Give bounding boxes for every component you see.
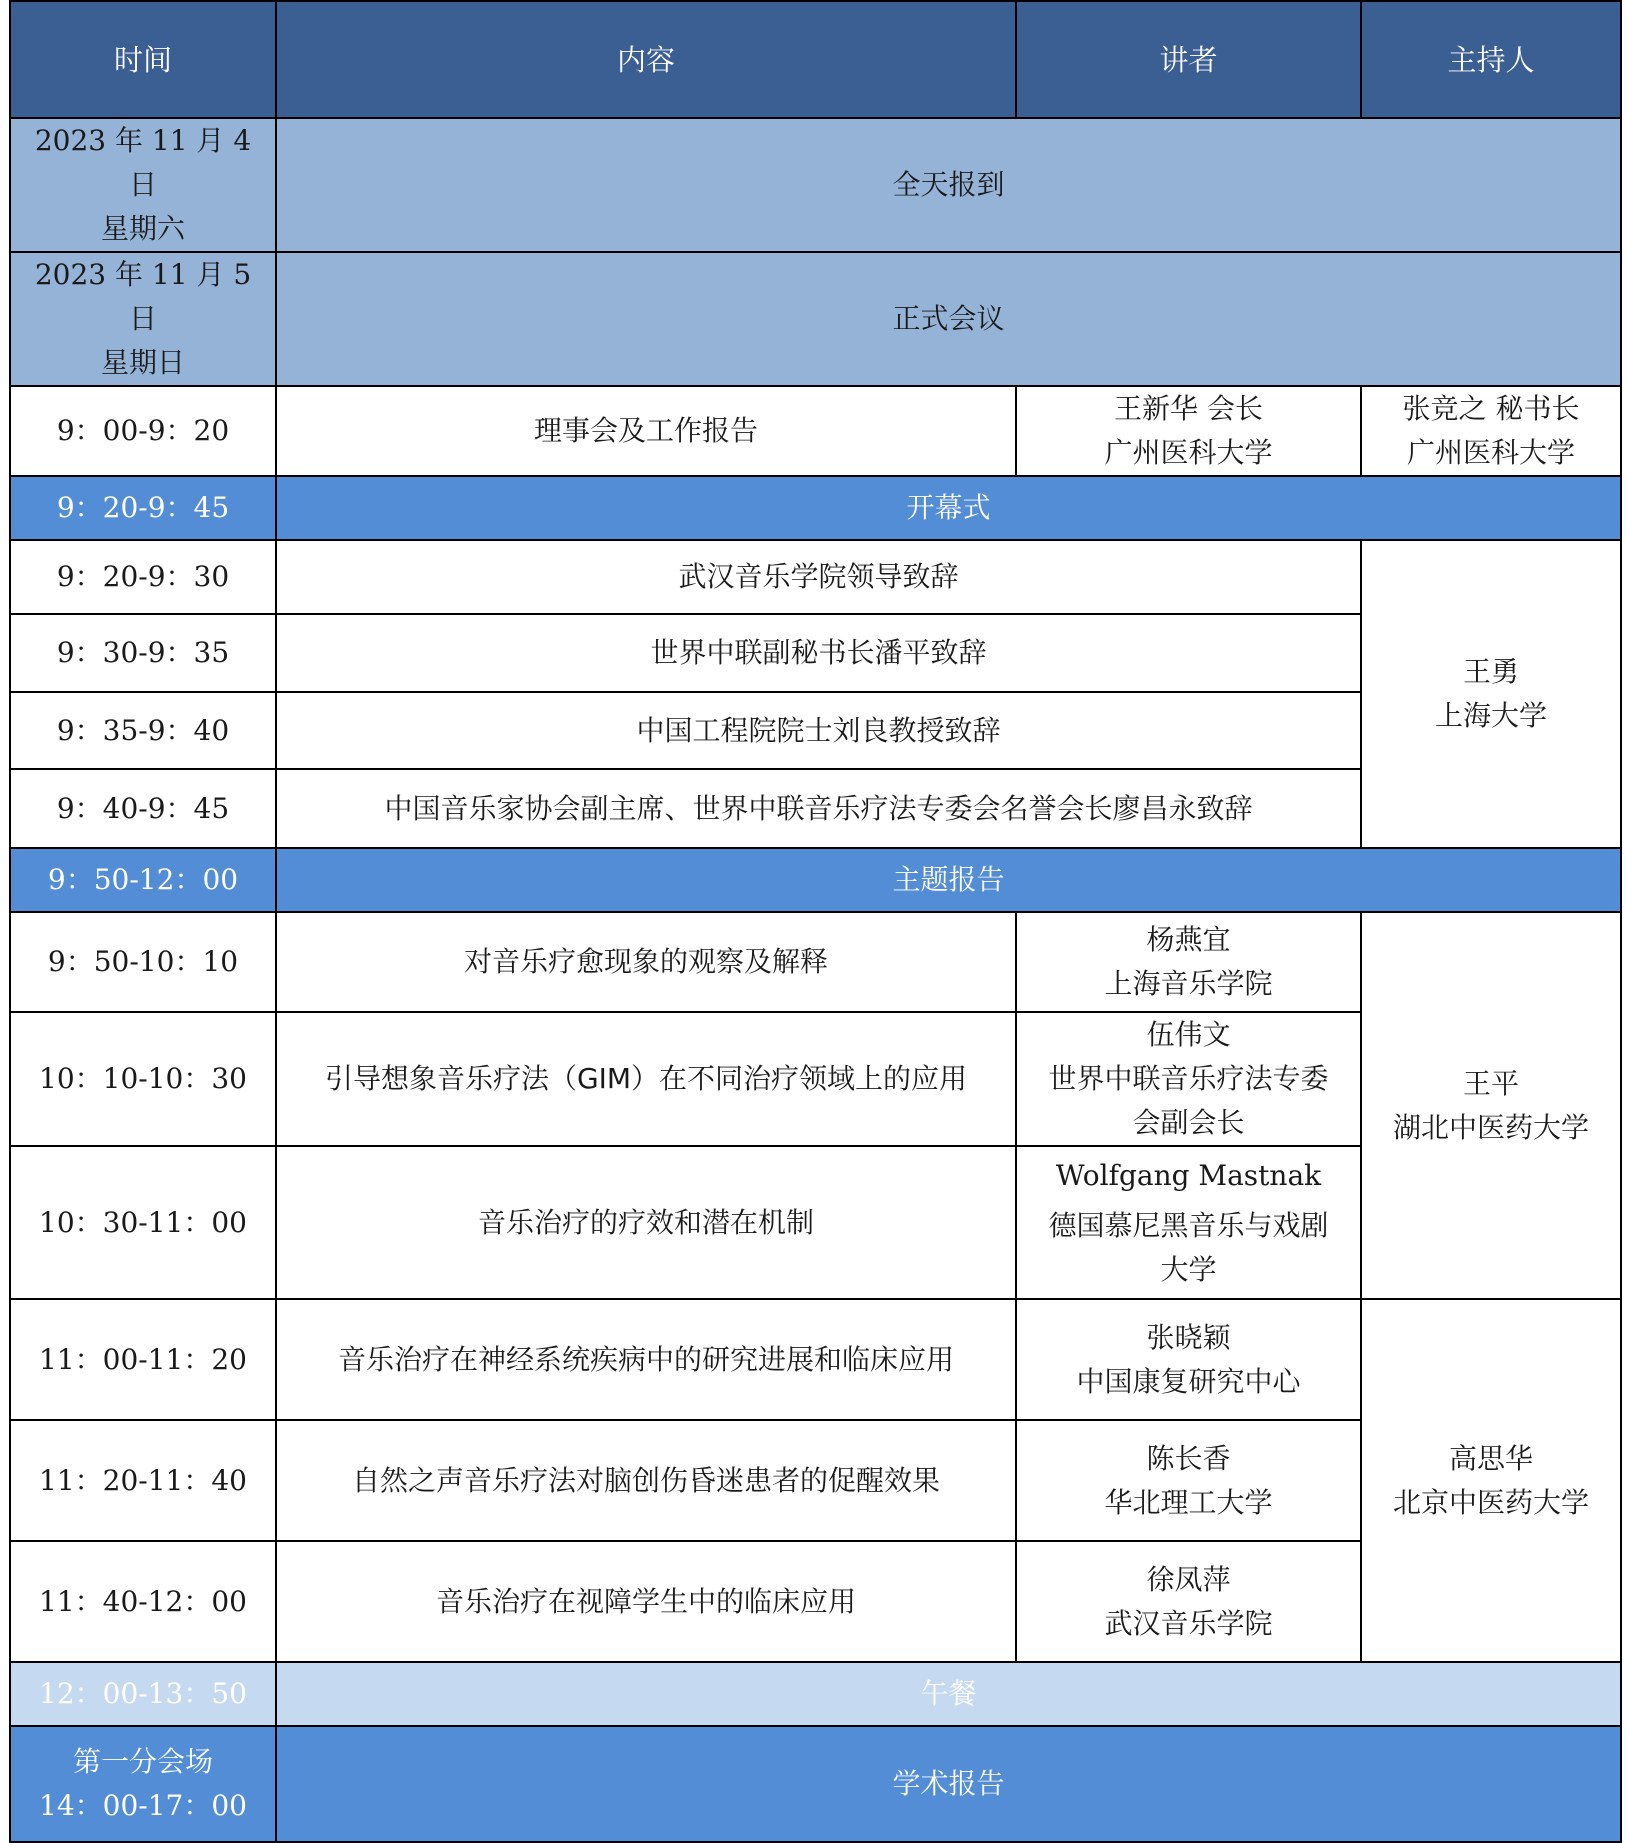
forum-label: 学术报告 xyxy=(276,1726,1621,1842)
opening-item-content: 中国工程院院士刘良教授致辞 xyxy=(276,692,1361,769)
opening-item-content: 世界中联副秘书长潘平致辞 xyxy=(276,614,1361,692)
opening-item-content: 中国音乐家协会副主席、世界中联音乐疗法专委会名誉会长廖昌永致辞 xyxy=(276,769,1361,848)
keynote-item-content: 自然之声音乐疗法对脑创伤昏迷患者的促醒效果 xyxy=(276,1420,1016,1541)
speaker-org: 德国慕尼黑音乐与戏剧 xyxy=(1048,1208,1329,1242)
keynote-item-speaker xyxy=(1016,1420,1361,1541)
speaker-name: 徐凤萍 xyxy=(1146,1562,1231,1596)
table-row xyxy=(10,912,1621,1012)
speaker-name: Wolfgang Mastnak xyxy=(1055,1158,1322,1192)
opening-item-time: 9：30-9：35 xyxy=(10,614,276,692)
header-speaker: 讲者 xyxy=(1016,1,1361,118)
keynote-item-speaker xyxy=(1016,1012,1361,1146)
header-time: 时间 xyxy=(10,1,276,118)
keynote-item-time: 10：10-10：30 xyxy=(10,1012,276,1146)
keynote-host-1-org: 湖北中医药大学 xyxy=(1392,1110,1589,1144)
keynote-item-time: 10：30-11：00 xyxy=(10,1146,276,1299)
speaker-org: 世界中联音乐疗法专委 xyxy=(1048,1062,1329,1095)
speaker-org: 大学 xyxy=(1160,1252,1217,1286)
speaker-org: 华北理工大学 xyxy=(1104,1485,1273,1519)
keynote-host-1-name: 王平 xyxy=(1462,1066,1519,1100)
council-row xyxy=(10,386,1621,476)
speaker-org: 中国康复研究中心 xyxy=(1076,1364,1301,1398)
keynote-item-content: 音乐治疗在神经系统疾病中的研究进展和临床应用 xyxy=(276,1299,1016,1420)
opening-host-org: 上海大学 xyxy=(1434,699,1547,732)
keynote-item-time: 11：00-11：20 xyxy=(10,1299,276,1420)
day2-weekday: 星期日 xyxy=(100,346,185,379)
council-speaker-name: 王新华 会长 xyxy=(1114,392,1263,425)
day1-date: 2023 年 11 月 4 日 xyxy=(34,124,252,201)
keynote-item-content: 对音乐疗愈现象的观察及解释 xyxy=(276,912,1016,1012)
keynote-label: 主题报告 xyxy=(276,848,1621,912)
opening-item-content: 武汉音乐学院领导致辞 xyxy=(276,540,1361,614)
opening-section-row xyxy=(10,476,1621,540)
speaker-org: 武汉音乐学院 xyxy=(1104,1606,1273,1640)
keynote-host-2-name: 高思华 xyxy=(1448,1441,1533,1475)
keynote-item-content: 引导想象音乐疗法（GIM）在不同治疗领域上的应用 xyxy=(276,1012,1016,1146)
day1-date-cell xyxy=(10,118,276,252)
forum-row xyxy=(10,1726,1621,1842)
day2-row xyxy=(10,252,1621,386)
day1-row xyxy=(10,118,1621,252)
opening-label: 开幕式 xyxy=(276,476,1621,540)
keynote-item-time: 9：50-10：10 xyxy=(10,912,276,1012)
speaker-name: 杨燕宜 xyxy=(1146,923,1231,956)
keynote-time: 9：50-12：00 xyxy=(10,848,276,912)
lunch-row xyxy=(10,1662,1621,1726)
opening-item-time: 9：40-9：45 xyxy=(10,769,276,848)
keynote-item-time: 11：40-12：00 xyxy=(10,1541,276,1662)
schedule-table xyxy=(9,0,1622,1843)
keynote-item-speaker xyxy=(1016,912,1361,1012)
header-content: 内容 xyxy=(276,1,1016,118)
speaker-name: 伍伟文 xyxy=(1146,1018,1231,1051)
council-content: 理事会及工作报告 xyxy=(276,386,1016,476)
keynote-item-speaker xyxy=(1016,1146,1361,1299)
day2-date-cell xyxy=(10,252,276,386)
day2-label: 正式会议 xyxy=(276,252,1621,386)
keynote-host-2 xyxy=(1361,1299,1621,1662)
opening-host xyxy=(1361,540,1621,848)
council-host-name: 张竞之 秘书长 xyxy=(1402,392,1580,425)
forum-session-name: 第一分会场 xyxy=(72,1745,213,1778)
speaker-org: 上海音乐学院 xyxy=(1104,967,1273,1000)
council-host xyxy=(1361,386,1621,476)
table-row xyxy=(10,1299,1621,1420)
speaker-name: 陈长香 xyxy=(1146,1441,1231,1475)
council-speaker xyxy=(1016,386,1361,476)
forum-session-cell xyxy=(10,1726,276,1842)
speaker-name: 张晓颖 xyxy=(1146,1320,1231,1354)
council-time: 9：00-9：20 xyxy=(10,386,276,476)
keynote-item-speaker xyxy=(1016,1299,1361,1420)
keynote-section-row xyxy=(10,848,1621,912)
keynote-item-content: 音乐治疗的疗效和潜在机制 xyxy=(276,1146,1016,1299)
forum-session-time: 14：00-17：00 xyxy=(39,1789,247,1822)
opening-item-time: 9：35-9：40 xyxy=(10,692,276,769)
opening-host-name: 王勇 xyxy=(1462,655,1519,688)
day1-weekday: 星期六 xyxy=(100,212,185,245)
day2-date: 2023 年 11 月 5 日 xyxy=(34,258,252,335)
speaker-org: 会副会长 xyxy=(1132,1106,1245,1139)
keynote-host-2-org: 北京中医药大学 xyxy=(1392,1485,1589,1519)
day1-label: 全天报到 xyxy=(276,118,1621,252)
council-host-org: 广州医科大学 xyxy=(1406,436,1575,469)
header-host: 主持人 xyxy=(1361,1,1621,118)
keynote-item-speaker xyxy=(1016,1541,1361,1662)
council-speaker-org: 广州医科大学 xyxy=(1104,436,1273,469)
keynote-host-1 xyxy=(1361,912,1621,1299)
opening-item-time: 9：20-9：30 xyxy=(10,540,276,614)
lunch-label: 午餐 xyxy=(276,1662,1621,1726)
keynote-item-time: 11：20-11：40 xyxy=(10,1420,276,1541)
table-row xyxy=(10,540,1621,614)
keynote-item-content: 音乐治疗在视障学生中的临床应用 xyxy=(276,1541,1016,1662)
lunch-time: 12：00-13：50 xyxy=(10,1662,276,1726)
opening-time: 9：20-9：45 xyxy=(10,476,276,540)
header-row xyxy=(10,1,1621,118)
